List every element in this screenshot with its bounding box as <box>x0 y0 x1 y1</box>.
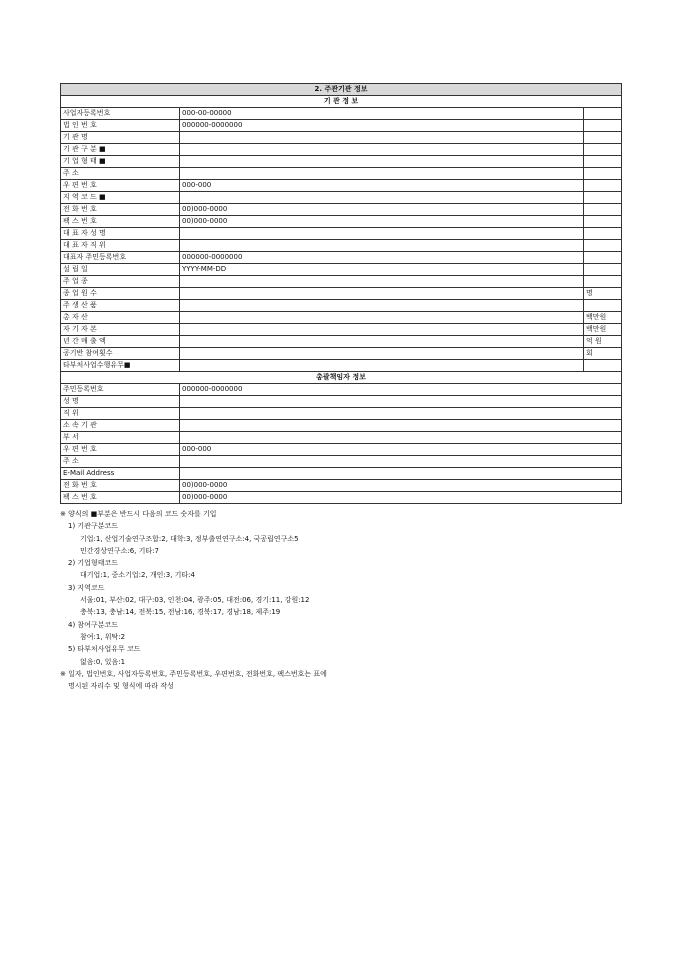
agency-field-value[interactable] <box>180 156 584 168</box>
agency-field-label: 타부처사업수행유무■ <box>61 360 180 372</box>
agency-row <box>61 360 622 372</box>
agency-row <box>61 144 622 156</box>
manager-row <box>61 444 622 456</box>
agency-field-unit <box>584 276 622 288</box>
manager-field-label: 주민등록번호 <box>61 384 180 396</box>
agency-field-unit: 회 <box>584 348 622 360</box>
agency-row <box>61 348 622 360</box>
agency-field-value[interactable] <box>180 324 584 336</box>
instructions-notes <box>60 508 622 692</box>
agency-field-value[interactable] <box>180 276 584 288</box>
agency-row <box>61 228 622 240</box>
manager-field-label: 성 명 <box>61 396 180 408</box>
manager-row <box>61 384 622 396</box>
agency-field-value[interactable] <box>180 288 584 300</box>
manager-field-label: 팩 스 번 호 <box>61 492 180 504</box>
manager-row <box>61 396 622 408</box>
note-line: 서울:01, 부산:02, 대구:03, 인천:04, 광주:05, 대전:06, 경기:11, 강원:12 <box>80 596 310 605</box>
agency-field-value[interactable]: 000-000 <box>180 180 584 192</box>
agency-row <box>61 336 622 348</box>
agency-row <box>61 264 622 276</box>
agency-field-value[interactable] <box>180 132 584 144</box>
manager-field-value[interactable] <box>180 408 622 420</box>
agency-field-value[interactable]: 00)000-0000 <box>180 216 584 228</box>
manager-field-value[interactable] <box>180 468 622 480</box>
agency-field-value[interactable] <box>180 348 584 360</box>
agency-field-unit <box>584 252 622 264</box>
agency-field-unit <box>584 192 622 204</box>
agency-field-label: 기 관 구 분 ■ <box>61 144 180 156</box>
manager-row <box>61 408 622 420</box>
agency-field-label: 법 인 번 호 <box>61 120 180 132</box>
agency-row <box>61 132 622 144</box>
agency-field-label: 대 표 자 직 위 <box>61 240 180 252</box>
agency-field-value[interactable] <box>180 336 584 348</box>
agency-field-label: 사업자등록번호 <box>61 108 180 120</box>
agency-field-label: 기 업 형 태 ■ <box>61 156 180 168</box>
agency-row <box>61 168 622 180</box>
agency-field-label: 년 간 매 출 액 <box>61 336 180 348</box>
agency-field-label: 자 기 자 본 <box>61 324 180 336</box>
note-line: 명시된 자리수 및 형식에 따라 작성 <box>68 682 174 691</box>
agency-field-unit: 억 원 <box>584 336 622 348</box>
agency-field-value[interactable]: 000000-0000000 <box>180 252 584 264</box>
manager-row <box>61 420 622 432</box>
form-sheet <box>60 83 622 692</box>
agency-field-value[interactable]: 00)000-0000 <box>180 204 584 216</box>
note-line: 2) 기업형태코드 <box>68 559 118 568</box>
note-line: 기업:1, 산업기술연구조합:2, 대학:3, 정부출연연구소:4, 국공립연구소5 <box>80 534 299 543</box>
agency-row <box>61 192 622 204</box>
agency-field-unit <box>584 156 622 168</box>
section-title: 2. 주관기관 정보 <box>61 84 622 96</box>
manager-field-value[interactable]: 000000-0000000 <box>180 384 622 396</box>
agency-field-label: 대 표 자 성 명 <box>61 228 180 240</box>
agency-field-value[interactable] <box>180 240 584 252</box>
manager-field-label: 전 화 번 호 <box>61 480 180 492</box>
agency-field-label: 대표자 주민등록번호 <box>61 252 180 264</box>
manager-field-label: E-Mail Address <box>61 468 180 480</box>
agency-field-value[interactable]: 000-00-00000 <box>180 108 584 120</box>
agency-field-unit <box>584 180 622 192</box>
agency-info-header: 기 관 정 보 <box>61 96 622 108</box>
manager-header-row <box>61 372 622 384</box>
manager-row <box>61 432 622 444</box>
note-line: 없음:0, 있음:1 <box>80 657 126 666</box>
agency-row <box>61 276 622 288</box>
manager-row <box>61 468 622 480</box>
agency-field-label: 총 자 산 <box>61 312 180 324</box>
agency-field-unit <box>584 108 622 120</box>
agency-field-unit <box>584 120 622 132</box>
agency-field-unit <box>584 228 622 240</box>
agency-field-label: 주 소 <box>61 168 180 180</box>
agency-field-unit <box>584 264 622 276</box>
agency-row <box>61 156 622 168</box>
note-line: 민간경상연구소:6, 기타:7 <box>80 546 159 555</box>
note-line: ※ 일자, 법인번호, 사업자등록번호, 주민등록번호, 우편번호, 전화번호, 팩스번호는 표에 <box>60 669 327 678</box>
agency-row <box>61 312 622 324</box>
note-line: 4) 참여구분코드 <box>68 620 118 629</box>
agency-field-unit <box>584 360 622 372</box>
manager-field-label: 직 위 <box>61 408 180 420</box>
agency-field-label: 팩 스 번 호 <box>61 216 180 228</box>
agency-field-value[interactable] <box>180 228 584 240</box>
manager-row <box>61 480 622 492</box>
agency-field-unit <box>584 240 622 252</box>
manager-row <box>61 492 622 504</box>
agency-field-value[interactable]: YYYY-MM-DD <box>180 264 584 276</box>
agency-row <box>61 108 622 120</box>
manager-field-label: 우 편 번 호 <box>61 444 180 456</box>
agency-field-unit <box>584 144 622 156</box>
agency-row <box>61 300 622 312</box>
agency-field-label: 종 업 원 수 <box>61 288 180 300</box>
manager-info-header: 총괄책임자 정보 <box>61 372 622 384</box>
manager-field-value[interactable]: 00)000-0000 <box>180 480 622 492</box>
note-line: 참여:1, 위탁:2 <box>80 632 126 641</box>
note-line: 5) 타부처사업유무 코드 <box>68 645 141 654</box>
agency-field-value[interactable] <box>180 168 584 180</box>
manager-row <box>61 456 622 468</box>
manager-field-value[interactable] <box>180 420 622 432</box>
agency-row <box>61 240 622 252</box>
agency-field-value[interactable] <box>180 312 584 324</box>
agency-row <box>61 180 622 192</box>
agency-field-unit: 백만원 <box>584 312 622 324</box>
agency-field-unit <box>584 204 622 216</box>
note-line: 1) 기관구분코드 <box>68 522 118 531</box>
agency-field-unit <box>584 132 622 144</box>
manager-field-label: 주 소 <box>61 456 180 468</box>
agency-field-unit <box>584 300 622 312</box>
agency-field-unit <box>584 168 622 180</box>
manager-field-value[interactable]: 000-000 <box>180 444 622 456</box>
agency-field-label: 공기반 참여횟수 <box>61 348 180 360</box>
agency-row <box>61 204 622 216</box>
agency-field-label: 전 화 번 호 <box>61 204 180 216</box>
agency-field-value[interactable] <box>180 192 584 204</box>
agency-field-label: 주 생 산 품 <box>61 300 180 312</box>
agency-info-table <box>60 83 622 504</box>
manager-field-value[interactable]: 00)000-0000 <box>180 492 622 504</box>
agency-field-unit: 명 <box>584 288 622 300</box>
agency-field-label: 주 업 종 <box>61 276 180 288</box>
agency-field-value[interactable]: 000000-0000000 <box>180 120 584 132</box>
note-line: 대기업:1, 중소기업:2, 개인:3, 기타:4 <box>80 571 195 580</box>
agency-field-value[interactable] <box>180 300 584 312</box>
agency-field-label: 기 관 명 <box>61 132 180 144</box>
note-line: 충북:13, 충남:14, 전북:15, 전남:16, 경북:17, 경남:18, 제주:19 <box>80 608 281 617</box>
manager-field-label: 부 서 <box>61 432 180 444</box>
agency-field-unit <box>584 216 622 228</box>
agency-field-label: 우 편 번 호 <box>61 180 180 192</box>
agency-header-row <box>61 96 622 108</box>
agency-row <box>61 120 622 132</box>
agency-row <box>61 324 622 336</box>
agency-field-label: 지 역 코 드 ■ <box>61 192 180 204</box>
agency-field-unit: 백만원 <box>584 324 622 336</box>
manager-field-value[interactable] <box>180 396 622 408</box>
agency-row <box>61 288 622 300</box>
manager-field-value[interactable] <box>180 456 622 468</box>
note-line: 3) 지역코드 <box>68 583 105 592</box>
agency-field-value[interactable] <box>180 360 584 372</box>
manager-field-label: 소 속 기 관 <box>61 420 180 432</box>
section-title-row <box>61 84 622 96</box>
agency-row <box>61 216 622 228</box>
manager-field-value[interactable] <box>180 432 622 444</box>
agency-field-label: 설 립 일 <box>61 264 180 276</box>
note-line: ※ 양식의 ■부분은 반드시 다음의 코드 숫자를 기입 <box>60 510 217 518</box>
agency-row <box>61 252 622 264</box>
agency-field-value[interactable] <box>180 144 584 156</box>
